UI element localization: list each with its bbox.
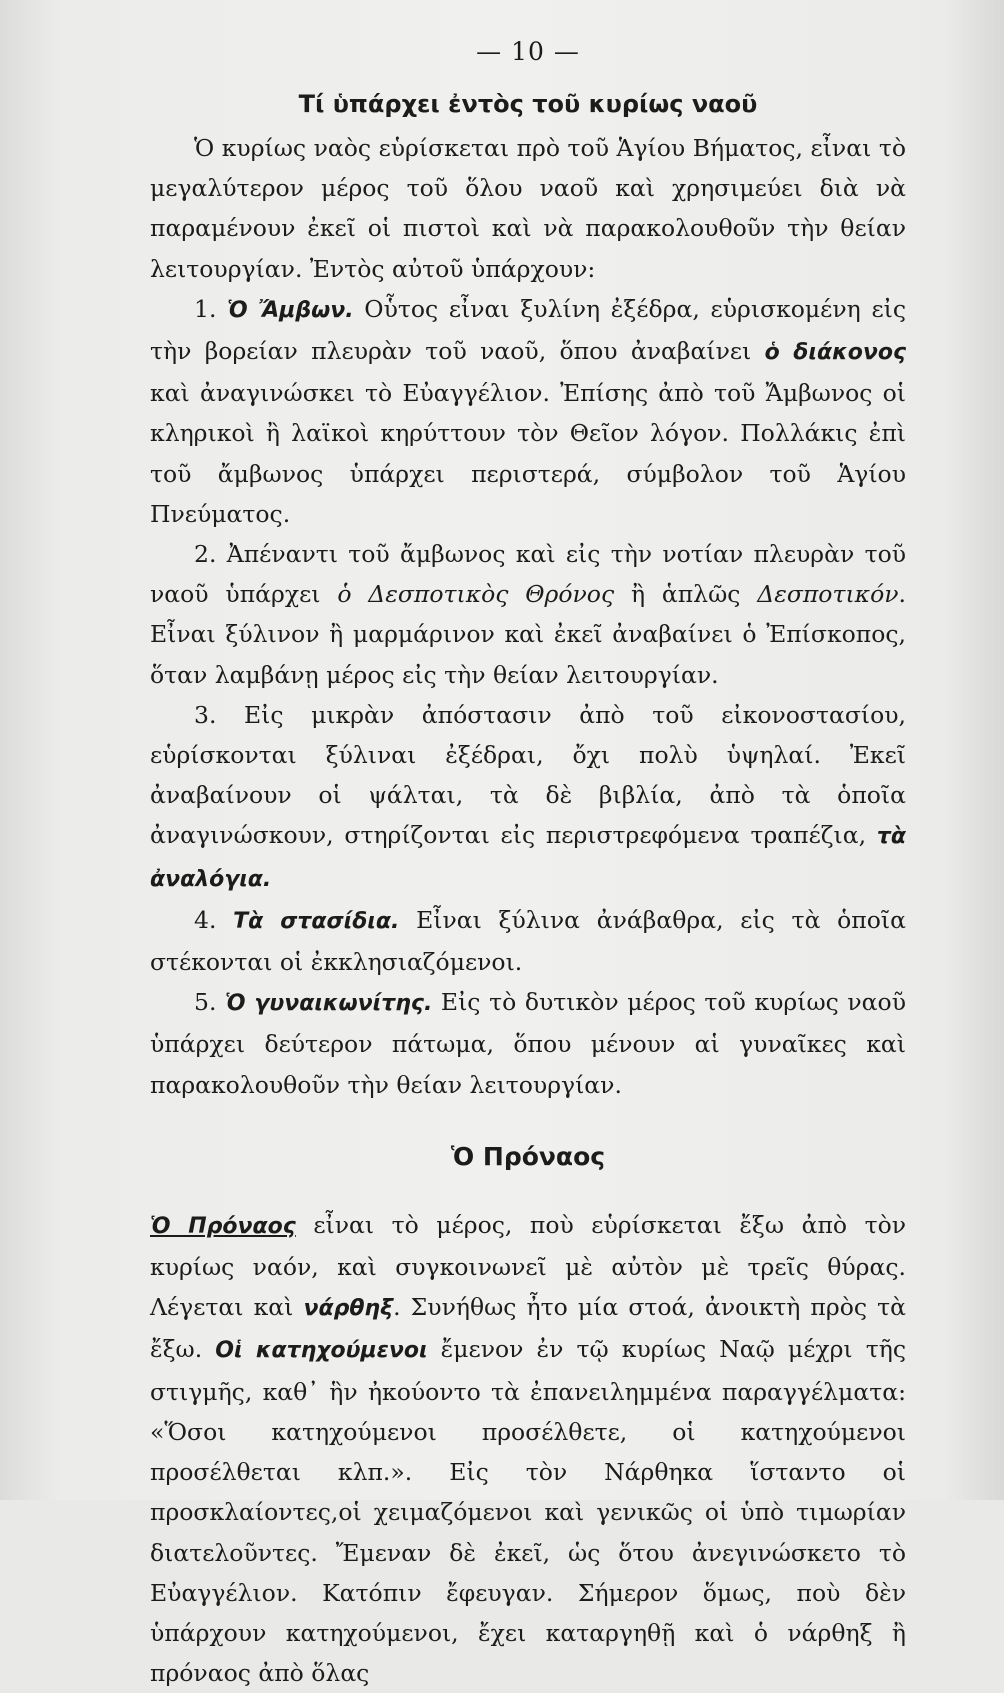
paragraph-pronaos: [150, 1205, 906, 1693]
paragraph-item-5: [150, 982, 906, 1105]
item-2-text-c: . Εἶναι ξύλινον ἢ μαρμάρινον καὶ ἐκεῖ ἀναβαίνει ὁ Ἐπίσκοπος, ὅταν λαμβάνῃ μέρος εἰς τὴν θείαν λειτουργίαν.: [150, 580, 906, 689]
pronaos-text-b: . Συνήθως ἦτο μία στοά, ἀνοικτὴ πρὸς τὰ ἔξω.: [150, 1293, 906, 1364]
item-2-text-b: ἢ ἁπλῶς: [614, 580, 758, 609]
pronaos-text-c: ἔμενον ἐν τῷ κυρίως Ναῷ μέχρι τῆς στιγμῆς, καθ᾽ ἣν ἠκούοντο τὰ ἐπανειλημμένα παραγγέλματα: «Ὅσοι κατηχούμενοι προσέλθετε, οἱ κατηχούμενοι προσέλθεται κλπ.». Εἰς τὸν Νάρθηκα ἵσταντο οἱ προσκλαίοντες,οἱ χειμαζόμενοι καὶ γενικῶς οἱ ὑπὸ τιμωρίαν διατελοῦντες. Ἔμεναν δὲ ἐκεῖ, ὡς ὅτου ἀνεγινώσκετο τὸ Εὐαγγέλιον. Κατόπιν ἔφευγαν. Σήμερον ὅμως, ποὺ δὲν ὑπάρχουν κατηχούμενοι, ἔχει καταργηθῇ καὶ ὁ νάρθηξ ἢ πρόναος ἀπὸ ὅλας: [150, 1335, 906, 1688]
pronaos-term-catechumens: Οἱ κατηχούμενοι: [215, 1338, 428, 1364]
document-body: [150, 34, 906, 1693]
item-3-number: 3.: [194, 700, 217, 729]
paragraph-item-3: [150, 695, 906, 900]
pronaos-term-narthex: νάρθηξ: [303, 1296, 394, 1322]
page-number: — 10 —: [476, 37, 580, 66]
section-heading-naos: Τί ὑπάρχει ἐντὸς τοῦ κυρίως ναοῦ: [298, 90, 758, 118]
item-4-term-stasidia: Τὰ στασίδια.: [233, 908, 400, 934]
item-1-term: Ὁ Ἄμβων.: [227, 297, 354, 323]
item-1-text-b: καὶ ἀναγινώσκει τὸ Εὐαγγέλιον. Ἐπίσης ἀπὸ τοῦ Ἄμβωνος οἱ κληρικοὶ ἢ λαϊκοὶ κηρύττουν τὸν Θεῖον λόγον. Πολλάκις ἐπὶ τοῦ ἄμβωνος ὑπάρχει περιστερά, σύμβολον τοῦ Ἁγίου Πνεύματος.: [150, 379, 906, 528]
item-5-number: 5.: [194, 988, 217, 1017]
item-4-text-a: Εἶναι ξύλινα ἀνάβαθρα, εἰς τὰ ὁποῖα στέκονται οἱ ἐκκλησιαζόμενοι.: [150, 905, 906, 977]
item-3-text-a: Εἰς μικρὰν ἀπόστασιν ἀπὸ τοῦ εἰκονοστασίου, εὑρίσκονται ξύλιναι ἐξέδραι, ὄχι πολὺ ὑψηλαί. Ἐκεῖ ἀναβαίνουν οἱ ψάλται, τὰ δὲ βιβλία, ἀπὸ τὰ ὁποῖα ἀναγινώσκουν, στηρίζονται εἰς περιστρεφόμενα τραπέζια,: [150, 700, 906, 850]
paragraph-item-2: [150, 534, 906, 695]
item-2-number: 2.: [194, 540, 217, 569]
item-5-term-gynaikonitis: Ὁ γυναικωνίτης.: [225, 991, 433, 1017]
section-heading-pronaos: Ὁ Πρόναος: [450, 1141, 606, 1171]
pronaos-term: Ὁ Πρόναος: [150, 1213, 296, 1239]
item-4-number: 4.: [194, 905, 217, 934]
item-2-term-throne: ὁ Δεσποτικὸς Θρόνος: [337, 580, 615, 609]
item-3-term-analogia: τὰ ἀναλόγια.: [150, 824, 906, 892]
item-2-text-a: Ἀπέναντι τοῦ ἄμβωνος καὶ εἰς τὴν νοτίαν πλευρὰν τοῦ ναοῦ ὑπάρχει: [150, 540, 906, 609]
item-2-term-despotikon: Δεσποτικόν: [757, 580, 899, 609]
pronaos-text-a: εἶναι τὸ μέρος, ποὺ εὑρίσκεται ἔξω ἀπὸ τὸν κυρίως ναόν, καὶ συγκοινωνεῖ μὲ αὐτὸν μὲ τρεῖς θύρας. Λέγεται καὶ: [150, 1210, 907, 1322]
paragraph-intro: Ὁ κυρίως ναὸς εὑρίσκεται πρὸ τοῦ Ἁγίου Βήματος, εἶναι τὸ μεγαλύτερον μέρος τοῦ ὅλου ναοῦ καὶ χρησιμεύει διὰ νὰ παραμένουν ἐκεῖ οἱ πιστοὶ καὶ νὰ παρακολουθοῦν τὴν θείαν λειτουργίαν. Ἐντὸς αὐτοῦ ὑπάρχουν:: [150, 134, 906, 283]
item-1-number: 1.: [194, 294, 217, 323]
paragraph-item-1: [150, 289, 906, 534]
paragraph-item-4: [150, 900, 906, 982]
item-1-term-deacon: ὁ διάκονος: [764, 340, 906, 366]
item-1-text-a: Οὗτος εἶναι ξυλίνη ἐξέδρα, εὑρισκομένη εἰς τὴν βορείαν πλευρὰν τοῦ ναοῦ, ὅπου ἀναβαίνει: [150, 294, 906, 366]
item-5-text-a: Εἰς τὸ δυτικὸν μέρος τοῦ κυρίως ναοῦ ὑπάρχει δεύτερον πάτωμα, ὅπου μένουν αἱ γυναῖκες καὶ παρακολουθοῦν τὴν θείαν λειτουργίαν.: [150, 988, 906, 1099]
